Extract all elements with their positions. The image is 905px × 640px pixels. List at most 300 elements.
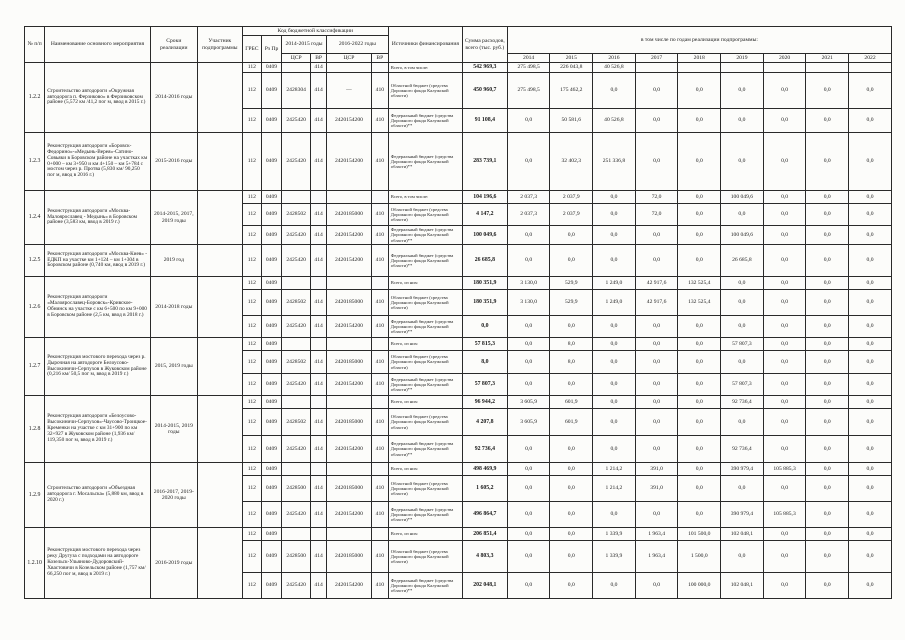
year-value-2018: 0,0 — [678, 191, 721, 204]
code-rzpr: 0409 — [261, 502, 281, 528]
year-value-2016: 0,0 — [593, 502, 636, 528]
year-value-2014: 0,0 — [507, 573, 550, 599]
table-row — [25, 338, 892, 351]
measure-name: Реконструкция мостового перехода через реку Другуза с подходами на автодороге Козельск-Ульяново-Дудоровский-Хвастовичи в Козельском районе (1,757 км/ 66,250 пог м, ввод в 2019 г.) — [45, 528, 151, 599]
header-vr-2: ВР — [371, 54, 388, 63]
year-value-2020: 0,0 — [763, 204, 806, 226]
measure-name: Строительство автодороги «Окружная автодорога п. Ферзиково» в Ферзиковском районе (5,572 км /41,2 пог м, ввод в 2015 г.) — [45, 63, 151, 133]
year-value-2022: 0,0 — [849, 396, 892, 409]
year-value-2018: 0,0 — [678, 73, 721, 109]
code-rzpr: 0409 — [261, 316, 281, 338]
year-value-2022: 0,0 — [849, 316, 892, 338]
measure-term: 2014-2018 годы — [150, 277, 197, 338]
year-value-2021: 0,0 — [806, 528, 849, 541]
year-value-2020: 0,0 — [763, 316, 806, 338]
measure-participant — [197, 133, 242, 191]
code-rzpr: 0409 — [261, 528, 281, 541]
year-value-2021: 0,0 — [806, 133, 849, 191]
row-number: 1.2.2 — [25, 63, 45, 133]
code-rzpr: 0409 — [261, 573, 281, 599]
code-csr-2016 — [326, 528, 371, 541]
code-csr-2014: 2428502 — [282, 204, 311, 226]
year-value-2017: 42 917,6 — [635, 277, 678, 290]
year-value-2021: 0,0 — [806, 204, 849, 226]
code-vr-2016: 410 — [371, 351, 388, 374]
funding-source: Федеральный бюджет (средства Дорожного фонда Калужской области)** — [388, 245, 462, 277]
code-vr-2016: 410 — [371, 476, 388, 502]
header-year-2020: 2020 — [763, 54, 806, 63]
year-value-2016: 0,0 — [593, 409, 636, 436]
funding-source: Всего, из них: — [388, 277, 462, 290]
code-vr-2016: 410 — [371, 316, 388, 338]
code-vr-2014: 414 — [311, 245, 327, 277]
header-sum: Сумма расходов, всего (тыс. руб.) — [462, 27, 507, 63]
year-value-2020: 0,0 — [763, 277, 806, 290]
code-vr-2016: 410 — [371, 226, 388, 245]
year-value-2019: 57 807,3 — [721, 374, 764, 396]
code-csr-2016: 2420154200 — [326, 502, 371, 528]
year-value-2020: 0,0 — [763, 351, 806, 374]
year-value-2015: 0,0 — [550, 226, 593, 245]
year-value-2020: 0,0 — [763, 191, 806, 204]
code-vr-2016 — [371, 528, 388, 541]
code-csr-2016 — [326, 338, 371, 351]
funding-source: Всего, из них: — [388, 396, 462, 409]
funding-source: Всего, из них: — [388, 338, 462, 351]
year-value-2014: 3 130,0 — [507, 277, 550, 290]
year-value-2016: 0,0 — [593, 245, 636, 277]
year-value-2015: 50 581,6 — [550, 109, 593, 133]
year-value-2015: 601,9 — [550, 396, 593, 409]
year-value-2016: 1 339,9 — [593, 541, 636, 573]
year-value-2022: 0,0 — [849, 573, 892, 599]
year-value-2014: 0,0 — [507, 502, 550, 528]
funding-source: Всего, из них: — [388, 528, 462, 541]
year-value-2018: 0,0 — [678, 476, 721, 502]
code-vr-2014: 414 — [311, 374, 327, 396]
year-value-2020: 0,0 — [763, 528, 806, 541]
code-rzpr: 0409 — [261, 245, 281, 277]
measure-term: 2015, 2019 годы — [150, 338, 197, 396]
year-value-2017: 0,0 — [635, 226, 678, 245]
code-csr-2016: 2420154200 — [326, 573, 371, 599]
code-csr-2016: 2420154200 — [326, 226, 371, 245]
table-row — [25, 396, 892, 409]
year-value-2016: 0,0 — [593, 204, 636, 226]
funding-source: Федеральный бюджет (средства Дорожного фонда Калужской области)** — [388, 436, 462, 463]
measure-participant — [197, 277, 242, 338]
measure-name: Реконструкция автодороги «Малоярославец-Боровск»-Кривское-Обнинск на участке с км 6+500 по км 9+000 в Боровском районе (2,5 км, ввод в 2018 г.) — [45, 277, 151, 338]
code-csr-2014: 2425420 — [282, 573, 311, 599]
code-vr-2014: 414 — [311, 133, 327, 191]
total-sum: 202 048,1 — [462, 573, 507, 599]
funding-source: Федеральный бюджет (средства Дорожного фонда Калужской области)** — [388, 502, 462, 528]
measure-term: 2016-2019 годы — [150, 528, 197, 599]
header-csr-2: ЦСР — [326, 54, 371, 63]
total-sum: 100 049,6 — [462, 226, 507, 245]
code-grbs: 112 — [242, 463, 261, 476]
year-value-2019: 26 685,8 — [721, 245, 764, 277]
year-value-2016: 251 336,8 — [593, 133, 636, 191]
year-value-2017: 0,0 — [635, 109, 678, 133]
year-value-2020: 0,0 — [763, 73, 806, 109]
code-grbs: 112 — [242, 277, 261, 290]
code-csr-2016: 2420154200 — [326, 133, 371, 191]
code-csr-2016: 2420185000 — [326, 476, 371, 502]
code-vr-2016: 410 — [371, 573, 388, 599]
code-vr-2016 — [371, 396, 388, 409]
year-value-2022: 0,0 — [849, 133, 892, 191]
year-value-2014: 275 498,5 — [507, 73, 550, 109]
year-value-2019: 0,0 — [721, 290, 764, 316]
code-vr-2014: 414 — [311, 476, 327, 502]
code-grbs: 112 — [242, 338, 261, 351]
code-grbs: 112 — [242, 191, 261, 204]
year-value-2016: 0,0 — [593, 436, 636, 463]
code-grbs: 112 — [242, 409, 261, 436]
code-vr-2014 — [311, 277, 327, 290]
header-sources: Источники финансирования — [388, 27, 462, 63]
code-grbs: 112 — [242, 109, 261, 133]
year-value-2021: 0,0 — [806, 502, 849, 528]
year-value-2020: 0,0 — [763, 476, 806, 502]
year-value-2020: 105 885,3 — [763, 463, 806, 476]
year-value-2015: 0,0 — [550, 528, 593, 541]
code-rzpr: 0409 — [261, 463, 281, 476]
year-value-2022: 0,0 — [849, 351, 892, 374]
year-value-2016: 1 214,2 — [593, 476, 636, 502]
total-sum: 180 351,9 — [462, 277, 507, 290]
table-row — [25, 245, 892, 277]
code-csr-2016: 2420185000 — [326, 409, 371, 436]
code-vr-2014: 414 — [311, 109, 327, 133]
year-value-2022: 0,0 — [849, 109, 892, 133]
year-value-2017: 0,0 — [635, 73, 678, 109]
year-value-2018: 0,0 — [678, 316, 721, 338]
code-rzpr: 0409 — [261, 436, 281, 463]
code-grbs: 112 — [242, 528, 261, 541]
year-value-2017 — [635, 63, 678, 73]
year-value-2020: 0,0 — [763, 374, 806, 396]
year-value-2022 — [849, 63, 892, 73]
code-vr-2016: 410 — [371, 541, 388, 573]
year-value-2014: 0,0 — [507, 436, 550, 463]
code-csr-2014: 2428502 — [282, 290, 311, 316]
year-value-2018: 1 500,0 — [678, 541, 721, 573]
measure-name: Реконструкция автодороги «Москва-Киев» - ЕДКП на участке км 1+124 – км 1+304 в Боровском районе (0,740 км, ввод в 2019 г.) — [45, 245, 151, 277]
code-rzpr: 0409 — [261, 63, 281, 73]
year-value-2022: 0,0 — [849, 290, 892, 316]
code-grbs: 112 — [242, 476, 261, 502]
funding-source: Областной бюджет (средства Дорожного фонда Калужской области) — [388, 204, 462, 226]
code-vr-2014: 414 — [311, 226, 327, 245]
total-sum: 104 196,6 — [462, 191, 507, 204]
year-value-2018: 101 500,0 — [678, 528, 721, 541]
code-vr-2016 — [371, 338, 388, 351]
year-value-2015: 8,0 — [550, 338, 593, 351]
year-value-2016: 0,0 — [593, 316, 636, 338]
code-rzpr: 0409 — [261, 351, 281, 374]
year-value-2015: 0,0 — [550, 541, 593, 573]
year-value-2021: 0,0 — [806, 573, 849, 599]
row-number: 1.2.3 — [25, 133, 45, 191]
year-value-2016: 0,0 — [593, 191, 636, 204]
code-grbs: 112 — [242, 204, 261, 226]
year-value-2022: 0,0 — [849, 502, 892, 528]
year-value-2021: 0,0 — [806, 109, 849, 133]
year-value-2019: 0,0 — [721, 351, 764, 374]
year-value-2021: 0,0 — [806, 290, 849, 316]
year-value-2019: 100 049,6 — [721, 191, 764, 204]
year-value-2014: 0,0 — [507, 133, 550, 191]
year-value-2016: 40 526,8 — [593, 63, 636, 73]
measure-name: Строительство автодороги «Объездная автодорога г. Мосальска» (5,880 км, ввод в 2020 г.) — [45, 463, 151, 528]
year-value-2021: 0,0 — [806, 436, 849, 463]
code-grbs: 112 — [242, 396, 261, 409]
code-vr-2016: 410 — [371, 109, 388, 133]
total-sum: 4 147,2 — [462, 204, 507, 226]
year-value-2018: 0,0 — [678, 502, 721, 528]
code-vr-2016: 410 — [371, 133, 388, 191]
measure-participant — [197, 191, 242, 245]
code-grbs: 112 — [242, 133, 261, 191]
funding-source: Областной бюджет (средства Дорожного фонда Калужской области) — [388, 351, 462, 374]
year-value-2022: 0,0 — [849, 245, 892, 277]
year-value-2018: 0,0 — [678, 396, 721, 409]
year-value-2020: 0,0 — [763, 541, 806, 573]
code-vr-2016: 410 — [371, 374, 388, 396]
year-value-2017: 391,0 — [635, 476, 678, 502]
year-value-2022: 0,0 — [849, 476, 892, 502]
measure-term: 2014-2015, 2019 годы — [150, 396, 197, 463]
header-year-2014: 2014 — [507, 54, 550, 63]
year-value-2016: 0,0 — [593, 374, 636, 396]
year-value-2014: 0,0 — [507, 351, 550, 374]
year-value-2019: 0,0 — [721, 109, 764, 133]
year-value-2014: 0,0 — [507, 528, 550, 541]
funding-source: Областной бюджет (средства Дорожного фонда Калужской области) — [388, 541, 462, 573]
code-csr-2014: 2428502 — [282, 351, 311, 374]
total-sum: 8,0 — [462, 351, 507, 374]
year-value-2017: 0,0 — [635, 133, 678, 191]
code-rzpr: 0409 — [261, 73, 281, 109]
year-value-2018: 0,0 — [678, 338, 721, 351]
code-vr-2014 — [311, 463, 327, 476]
year-value-2020: 105 885,3 — [763, 502, 806, 528]
year-value-2019: 102 048,1 — [721, 573, 764, 599]
code-vr-2016: 410 — [371, 204, 388, 226]
year-value-2022: 0,0 — [849, 528, 892, 541]
total-sum: 57 815,3 — [462, 338, 507, 351]
year-value-2018: 0,0 — [678, 409, 721, 436]
code-csr-2016: 2420185000 — [326, 204, 371, 226]
year-value-2015: 0,0 — [550, 463, 593, 476]
code-vr-2014 — [311, 528, 327, 541]
year-value-2018: 132 525,4 — [678, 277, 721, 290]
total-sum: 26 685,8 — [462, 245, 507, 277]
year-value-2017: 0,0 — [635, 502, 678, 528]
header-participants: Участник подпрограммы — [197, 27, 242, 63]
year-value-2016: 0,0 — [593, 573, 636, 599]
code-vr-2016: 410 — [371, 436, 388, 463]
code-rzpr: 0409 — [261, 277, 281, 290]
code-grbs: 112 — [242, 541, 261, 573]
year-value-2017: 0,0 — [635, 436, 678, 463]
code-vr-2014: 414 — [311, 351, 327, 374]
year-value-2017: 0,0 — [635, 316, 678, 338]
year-value-2016: 1 214,2 — [593, 463, 636, 476]
year-value-2022: 0,0 — [849, 73, 892, 109]
funding-source: Всего, из них: — [388, 463, 462, 476]
year-value-2020: 0,0 — [763, 436, 806, 463]
header-grbs: ГРБС — [242, 36, 261, 63]
year-value-2021: 0,0 — [806, 396, 849, 409]
code-csr-2016 — [326, 63, 371, 73]
code-vr-2014: 414 — [311, 290, 327, 316]
year-value-2015: 0,0 — [550, 476, 593, 502]
year-value-2016: 0,0 — [593, 226, 636, 245]
code-rzpr: 0409 — [261, 338, 281, 351]
year-value-2019: 102 048,1 — [721, 528, 764, 541]
header-year-2017: 2017 — [635, 54, 678, 63]
code-vr-2014: 414 — [311, 204, 327, 226]
year-value-2020: 0,0 — [763, 396, 806, 409]
year-value-2017: 72,0 — [635, 204, 678, 226]
year-value-2016: 0,0 — [593, 338, 636, 351]
total-sum: 91 108,4 — [462, 109, 507, 133]
year-value-2022: 0,0 — [849, 541, 892, 573]
code-vr-2014: 414 — [311, 436, 327, 463]
measure-participant — [197, 63, 242, 133]
budget-table — [24, 26, 892, 599]
measure-term: 2016-2017, 2019-2020 годы — [150, 463, 197, 528]
row-number: 1.2.9 — [25, 463, 45, 528]
header-name: Наименование основного мероприятия — [45, 27, 151, 63]
code-vr-2016: 410 — [371, 502, 388, 528]
year-value-2019: 92 736,4 — [721, 396, 764, 409]
code-csr-2016: 2420154200 — [326, 245, 371, 277]
year-value-2018 — [678, 63, 721, 73]
code-vr-2014 — [311, 396, 327, 409]
code-csr-2016: 2420154200 — [326, 374, 371, 396]
code-rzpr: 0409 — [261, 541, 281, 573]
total-sum: 206 851,4 — [462, 528, 507, 541]
code-csr-2016: 2420185000 — [326, 351, 371, 374]
year-value-2015: 529,9 — [550, 277, 593, 290]
year-value-2018: 100 000,0 — [678, 573, 721, 599]
year-value-2014: 0,0 — [507, 463, 550, 476]
year-value-2019: 0,0 — [721, 277, 764, 290]
code-vr-2016 — [371, 277, 388, 290]
header-year-2022: 2022 — [849, 54, 892, 63]
funding-source: Федеральный бюджет (средства Дорожного фонда Калужской области)** — [388, 226, 462, 245]
year-value-2014: 0,0 — [507, 338, 550, 351]
year-value-2019: 0,0 — [721, 133, 764, 191]
code-rzpr: 0409 — [261, 226, 281, 245]
year-value-2015: 2 037,9 — [550, 191, 593, 204]
header-year-2019: 2019 — [721, 54, 764, 63]
year-value-2022: 0,0 — [849, 463, 892, 476]
year-value-2022: 0,0 — [849, 191, 892, 204]
year-value-2014: 3 605,9 — [507, 409, 550, 436]
year-value-2021: 0,0 — [806, 191, 849, 204]
year-value-2016: 0,0 — [593, 396, 636, 409]
total-sum: 496 864,7 — [462, 502, 507, 528]
year-value-2019: 57 807,3 — [721, 338, 764, 351]
code-csr-2016: 2420154200 — [326, 109, 371, 133]
measure-name: Реконструкция автодороги «Боровск-Федорино»-«Медынь-Верея»-Сатино-Совьяки в Боровском районе на участках км 0+000 – км 3+950 и км 4+150 – км 5+784 с мостом через р. Протва (5,830 км/ 90,250 пог м, ввод в 2016 г.) — [45, 133, 151, 191]
total-sum: 92 736,4 — [462, 436, 507, 463]
code-grbs: 112 — [242, 226, 261, 245]
year-value-2017: 0,0 — [635, 338, 678, 351]
year-value-2014: 3 605,9 — [507, 396, 550, 409]
year-value-2021: 0,0 — [806, 476, 849, 502]
year-value-2014: 0,0 — [507, 541, 550, 573]
year-value-2018: 0,0 — [678, 436, 721, 463]
table-row — [25, 191, 892, 204]
header-csr-1: ЦСР — [282, 54, 311, 63]
year-value-2020: 0,0 — [763, 133, 806, 191]
total-sum: 450 960,7 — [462, 73, 507, 109]
code-csr-2016 — [326, 191, 371, 204]
code-vr-2016: 410 — [371, 245, 388, 277]
code-vr-2016: 410 — [371, 73, 388, 109]
year-value-2014: 0,0 — [507, 316, 550, 338]
measure-term: 2019 год — [150, 245, 197, 277]
year-value-2019: 0,0 — [721, 541, 764, 573]
year-value-2021: 0,0 — [806, 463, 849, 476]
year-value-2015: 0,0 — [550, 374, 593, 396]
year-value-2014: 275 498,5 — [507, 63, 550, 73]
year-value-2015: 601,9 — [550, 409, 593, 436]
year-value-2017: 72,0 — [635, 191, 678, 204]
year-value-2014: 0,0 — [507, 245, 550, 277]
year-value-2021: 0,0 — [806, 338, 849, 351]
code-csr-2016: 2420154200 — [326, 316, 371, 338]
year-value-2022: 0,0 — [849, 436, 892, 463]
year-value-2018: 132 525,4 — [678, 290, 721, 316]
measure-name: Реконструкция автодороги «Москва-Малоярославец - Медынь» в Боровском районе (3,583 км, ввод в 2019 г.) — [45, 191, 151, 245]
code-csr-2016 — [326, 396, 371, 409]
year-value-2014: 2 037,3 — [507, 191, 550, 204]
year-value-2018: 0,0 — [678, 204, 721, 226]
year-value-2015: 8,0 — [550, 351, 593, 374]
year-value-2021: 0,0 — [806, 277, 849, 290]
code-vr-2014: 414 — [311, 541, 327, 573]
year-value-2019: 100 049,6 — [721, 226, 764, 245]
year-value-2022: 0,0 — [849, 204, 892, 226]
code-vr-2014: 414 — [311, 409, 327, 436]
code-csr-2014: 2425420 — [282, 133, 311, 191]
funding-source: Федеральный бюджет (средства Дорожного фонда Калужской области)** — [388, 374, 462, 396]
year-value-2017: 42 917,6 — [635, 290, 678, 316]
code-rzpr: 0409 — [261, 374, 281, 396]
year-value-2015: 32 402,3 — [550, 133, 593, 191]
year-value-2021: 0,0 — [806, 226, 849, 245]
year-value-2021: 0,0 — [806, 351, 849, 374]
header-term: Сроки реализации — [150, 27, 197, 63]
year-value-2022: 0,0 — [849, 226, 892, 245]
code-csr-2016 — [326, 463, 371, 476]
funding-source: Областной бюджет (средства Дорожного фонда Калужской области) — [388, 476, 462, 502]
measure-participant — [197, 396, 242, 463]
year-value-2019: 0,0 — [721, 204, 764, 226]
year-value-2021: 0,0 — [806, 316, 849, 338]
row-number: 1.2.8 — [25, 396, 45, 463]
code-csr-2014: 2428502 — [282, 409, 311, 436]
table-row — [25, 528, 892, 541]
code-grbs: 112 — [242, 573, 261, 599]
